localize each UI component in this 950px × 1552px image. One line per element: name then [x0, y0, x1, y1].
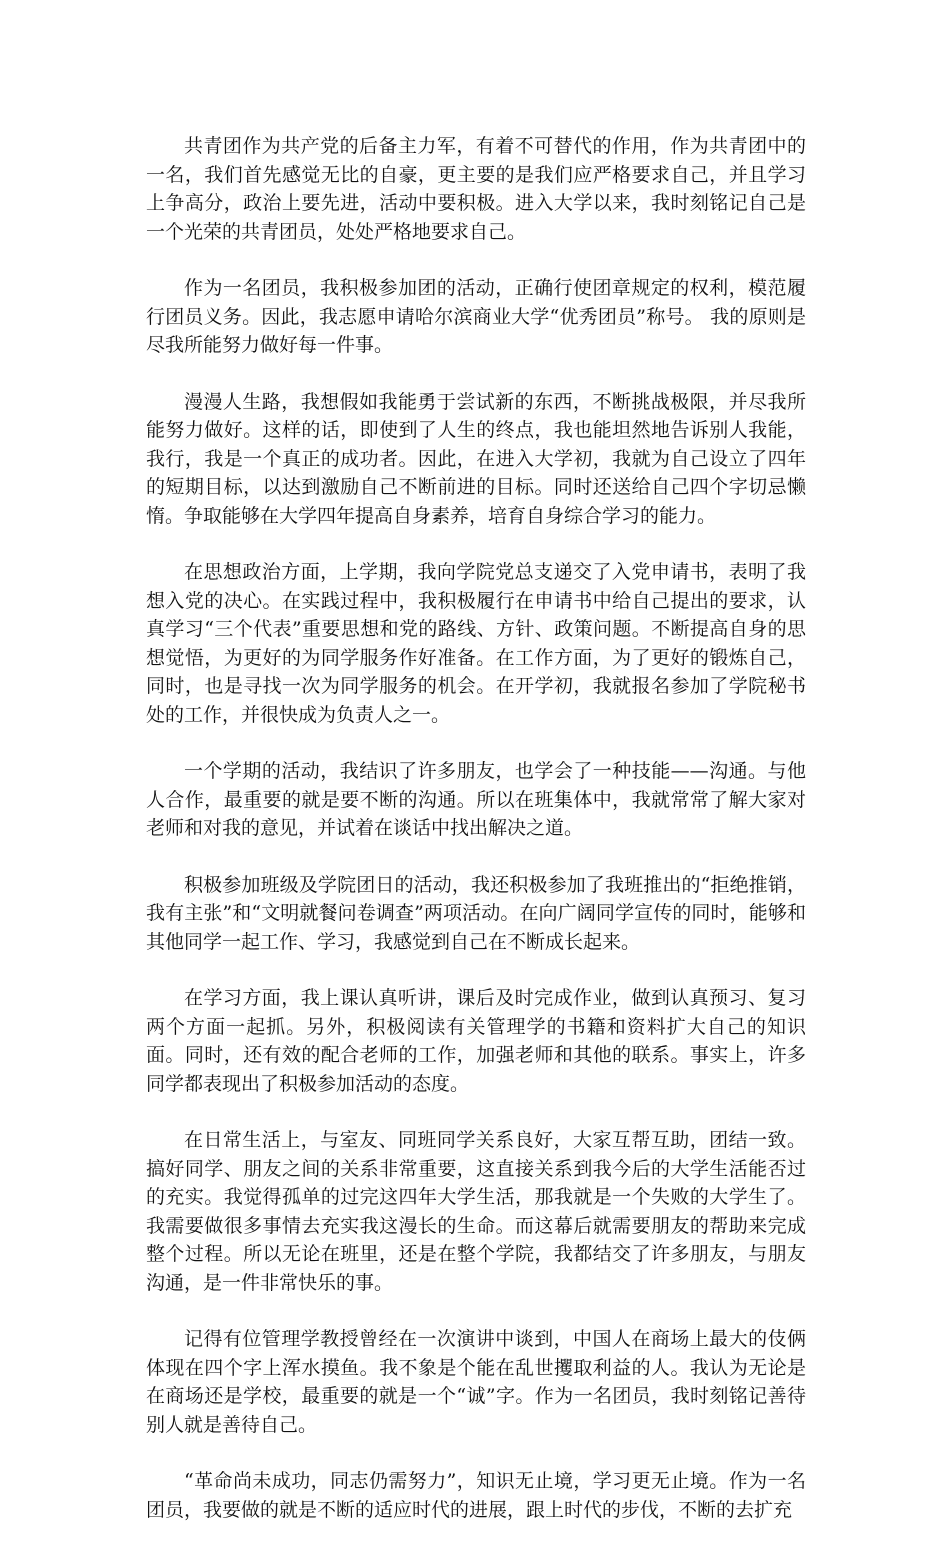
document-body	[146, 132, 806, 1552]
paragraph-7: 在学习方面，我上课认真听讲，课后及时完成作业，做到认真预习、复习两个方面一起抓。另外，积极阅读有关管理学的书籍和资料扩大自己的知识面。同时，还有效的配合老师的工作，加强老师和其他的联系。事实上，许多同学都表现出了积极参加活动的态度。	[146, 987, 806, 1095]
paragraph-9: 记得有位管理学教授曾经在一次演讲中谈到，中国人在商场上最大的伎俩体现在四个字上浑水摸鱼。我不象是个能在乱世攫取利益的人。我认为无论是在商场还是学校，最重要的就是一个“诚”字。作为一名团员，我时刻铭记善待别人就是善待自己。	[146, 1328, 806, 1436]
paragraph-3: 漫漫人生路，我想假如我能勇于尝试新的东西，不断挑战极限，并尽我所能努力做好。这样的话，即使到了人生的终点，我也能坦然地告诉别人我能，我行，我是一个真正的成功者。因此，在进入大学初，我就为自己设立了四年的短期目标，以达到激励自己不断前进的目标。同时还送给自己四个字切忌懒惰。争取能够在大学四年提高自身素养，培育自身综合学习的能力。	[146, 390, 806, 527]
paragraph-1: 共青团作为共产党的后备主力军，有着不可替代的作用，作为共青团中的一名，我们首先感觉无比的自豪，更主要的是我们应严格要求自己，并且学习上争高分，政治上要先进，活动中要积极。进入大学以来，我时刻铭记自己是一个光荣的共青团员，处处严格地要求自己。	[146, 135, 806, 243]
paragraph-4: 在思想政治方面，上学期，我向学院党总支递交了入党申请书，表明了我想入党的决心。在实践过程中，我积极履行在申请书中给自己提出的要求，认真学习“三个代表”重要思想和党的路线、方针、政策问题。不断提高自身的思想觉悟，为更好的为同学服务作好准备。在工作方面，为了更好的锻炼自己，同时，也是寻找一次为同学服务的机会。在开学初，我就报名参加了学院秘书处的工作，并很快成为负责人之一。	[146, 561, 806, 726]
paragraph-8: 在日常生活上，与室友、同班同学关系良好，大家互帮互助，团结一致。搞好同学、朋友之间的关系非常重要，这直接关系到我今后的大学生活能否过的充实。我觉得孤单的过完这四年大学生活，那我就是一个失败的大学生了。我需要做很多事情去充实我这漫长的生命。而这幕后就需要朋友的帮助来完成整个过程。所以无论在班里，还是在整个学院，我都结交了许多朋友，与朋友沟通，是一件非常快乐的事。	[146, 1129, 806, 1294]
paragraph-6: 积极参加班级及学院团日的活动，我还积极参加了我班推出的“拒绝推销，我有主张”和“文明就餐问卷调查”两项活动。在向广阔同学宣传的同时，能够和其他同学一起工作、学习，我感觉到自己在不断成长起来。	[146, 873, 806, 953]
paragraph-5: 一个学期的活动，我结识了许多朋友，也学会了一种技能——沟通。与他人合作，最重要的就是要不断的沟通。所以在班集体中，我就常常了解大家对老师和对我的意见，并试着在谈话中找出解决之道。	[146, 760, 806, 839]
paragraph-2: 作为一名团员，我积极参加团的活动，正确行使团章规定的权利，模范履行团员义务。因此，我志愿申请哈尔滨商业大学“优秀团员”称号。 我的原则是尽我所能努力做好每一件事。	[146, 277, 806, 356]
paragraph-10: “革命尚未成功，同志仍需努力”，知识无止境，学习更无止境。作为一名团员，我要做的就是不断的适应时代的进展，跟上时代的步伐，不断的去扩充	[146, 1470, 806, 1521]
